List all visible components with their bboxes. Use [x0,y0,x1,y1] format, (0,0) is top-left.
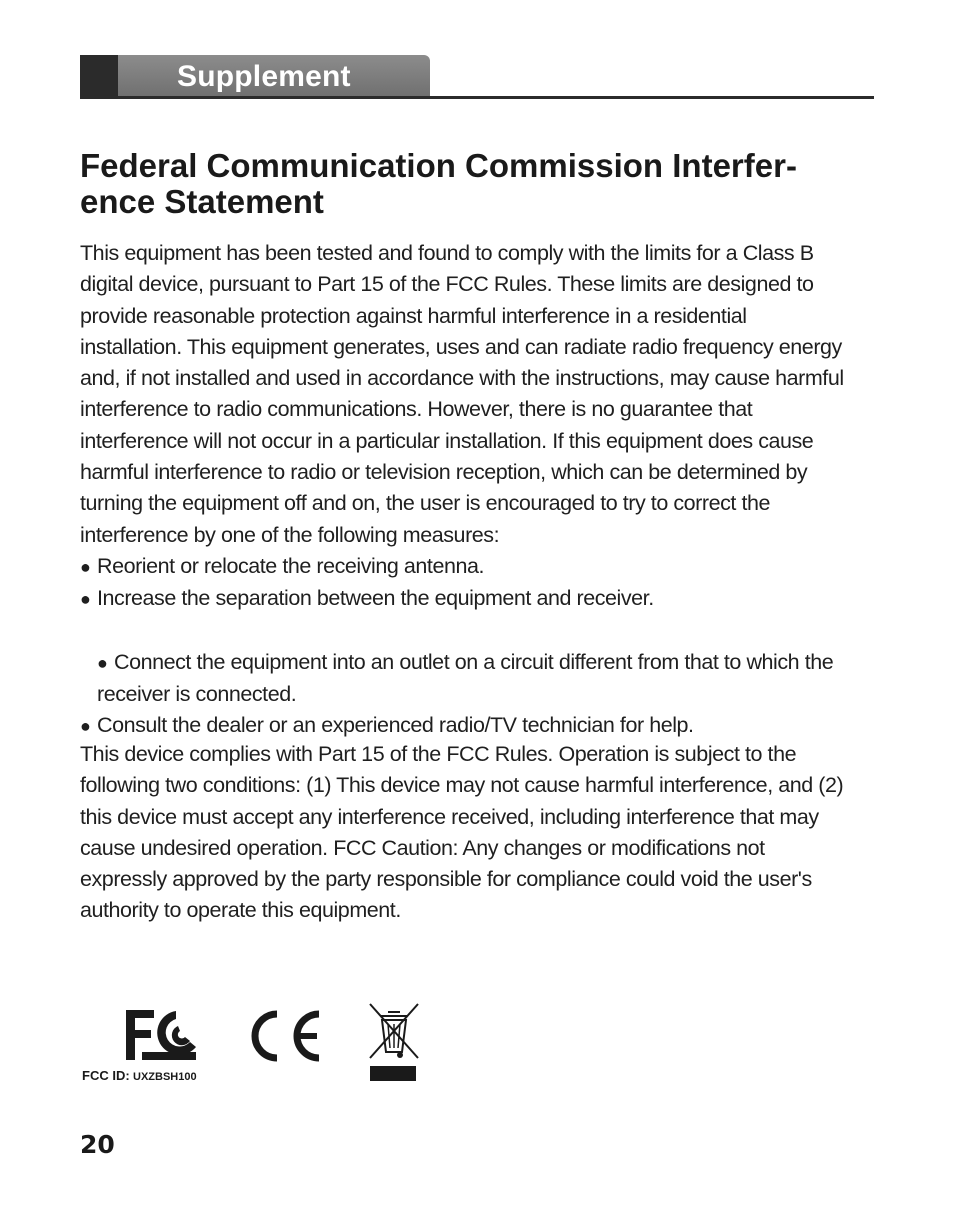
section-header-dark-block [80,55,118,98]
bullet-dot-icon: ● [80,556,91,577]
paragraph-1-line: interference by one of the following measures: [80,522,500,547]
paragraph-1-line: harmful interference to radio or television reception, which can be determined by [80,460,808,485]
paragraph-1-line: interference to radio communications. However, there is no guarantee that [80,397,753,422]
paragraph-2 [80,739,880,927]
bullet-dot-icon: ● [80,716,91,737]
section-header [80,55,430,98]
bullet-item [80,616,880,711]
paragraph-1-line: installation. This equipment generates, uses and can radiate radio frequency energy [80,334,842,359]
fcc-id-value: UXZBSH100 [133,1071,197,1083]
weee-crossed-bin-icon [366,1002,422,1084]
page-heading [80,148,880,220]
ce-mark-icon [245,1008,325,1064]
paragraph-2-line: cause undesired operation. FCC Caution: Any changes or modifications not [80,835,765,860]
heading-text: Federal Communication Commission Interfer- ence Statement [80,147,797,220]
paragraph-1-line: digital device, pursuant to Part 15 of the FCC Rules. These limits are designed to [80,272,814,297]
bullet-item [80,551,880,583]
fcc-logo-icon [124,1008,198,1062]
section-header-rule [80,96,874,99]
bullet-dot-icon: ● [80,589,91,610]
bullet-text: Consult the dealer or an experienced radio/TV technician for help. [97,713,694,738]
paragraph-1-line: interference will not occur in a particular installation. If this equipment does cause [80,428,814,453]
section-title: Supplement [177,60,351,93]
bullet-item [80,710,880,742]
bullet-text: Connect the equipment into an outlet on a circuit different from that to which the receiver is connected. [97,649,834,707]
paragraph-1-line: provide reasonable protection against harmful interference in a residential [80,303,747,328]
paragraph-2-line: This device complies with Part 15 of the FCC Rules. Operation is subject to the [80,742,797,766]
paragraph-1 [80,238,880,551]
fcc-id-label: FCC ID: [82,1068,130,1083]
page-number: 20 [80,1130,115,1159]
compliance-statement [80,739,880,927]
bullet-item [80,583,880,615]
bullet-text: Increase the separation between the equipment and receiver. [97,586,654,611]
paragraph-2-line: expressly approved by the party responsible for compliance could void the user's [80,867,812,892]
interference-statement [80,238,880,743]
paragraph-1-line: and, if not installed and used in accordance with the instructions, may cause harmful [80,366,844,391]
paragraph-2-line: this device must accept any interference received, including interference that may [80,804,819,829]
paragraph-2-line: following two conditions: (1) This device may not cause harmful interference, and (2) [80,773,844,798]
fcc-id [82,1068,197,1083]
paragraph-2-line: authority to operate this equipment. [80,898,401,923]
paragraph-1-line: This equipment has been tested and found to comply with the limits for a Class B [80,241,814,265]
bullet-dot-icon: ● [97,652,108,673]
bullet-text: Reorient or relocate the receiving antenna. [97,553,485,578]
paragraph-1-line: turning the equipment off and on, the user is encouraged to try to correct the [80,491,770,516]
